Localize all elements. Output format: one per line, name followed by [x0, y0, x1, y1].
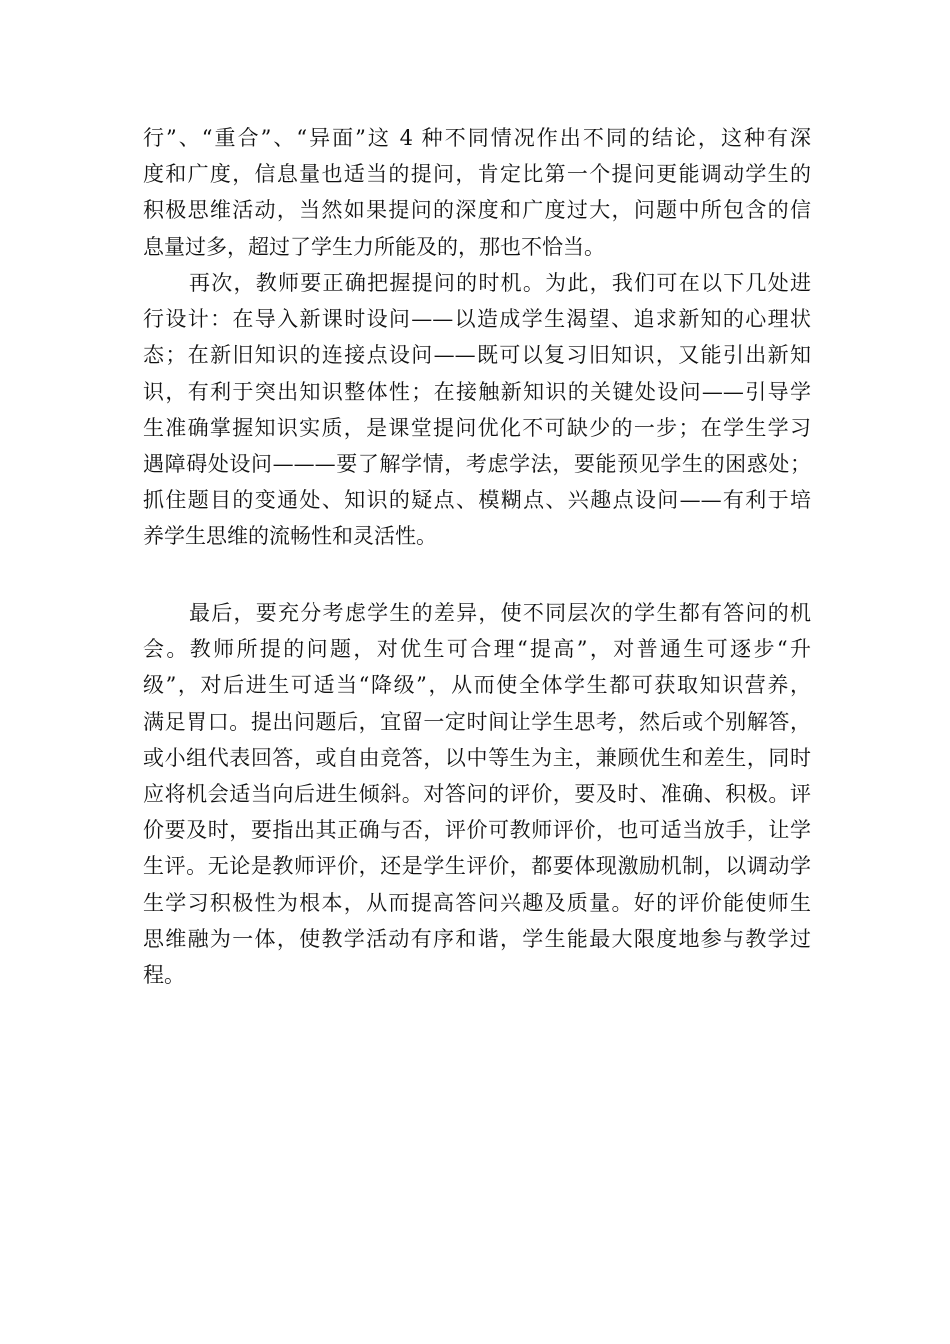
paragraph-line: 养学生思维的流畅性和灵活性。	[143, 524, 437, 549]
paragraph-line: 抓住题目的变通处、知识的疑点、模糊点、兴趣点设问——有利于培	[143, 488, 811, 513]
paragraph-line: 生评。无论是教师评价，还是学生评价，都要体现激励机制，以调动学	[143, 854, 811, 879]
paragraph-line: 或小组代表回答，或自由竞答，以中等生为主，兼顾优生和差生，同时	[143, 745, 811, 770]
paragraph-line: 遇障碍处设问———要了解学情，考虑学法，要能预见学生的困惑处；	[143, 451, 811, 476]
paragraph-line: 应将机会适当向后进生倾斜。对答问的评价，要及时、准确、积极。评	[143, 781, 811, 806]
paragraph-line: 积极思维活动，当然如果提问的深度和广度过大，问题中所包含的信	[143, 198, 811, 223]
paragraph-line: 识，有利于突出知识整体性；在接触新知识的关键处设问——引导学	[143, 379, 811, 404]
paragraph-line: 最后，要充分考虑学生的差异，使不同层次的学生都有答问的机	[189, 601, 811, 625]
paragraph-1	[143, 120, 811, 265]
paragraph-line: 生准确掌握知识实质，是课堂提问优化不可缺少的一步；在学生学习	[143, 415, 811, 440]
paragraph-line: 度和广度，信息量也适当的提问，肯定比第一个提问更能调动学生的	[143, 162, 811, 187]
paragraph-2	[143, 265, 811, 555]
paragraph-line: 行设计：在导入新课时设问——以造成学生渴望、追求新知的心理状	[143, 307, 811, 332]
paragraph-line: 行”、“重合”、“异面”这 4 种不同情况作出不同的结论，这种有深	[143, 126, 811, 150]
paragraph-line: 会。教师所提的问题，对优生可合理“提高”，对普通生可逐步“升	[143, 637, 811, 662]
paragraph-line: 满足胃口。提出问题后，宜留一定时间让学生思考，然后或个别解答，	[143, 709, 811, 734]
paragraph-line: 态；在新旧知识的连接点设问——既可以复习旧知识，又能引出新知	[143, 343, 811, 368]
paragraph-line: 价要及时，要指出其正确与否，评价可教师评价，也可适当放手，让学	[143, 818, 811, 843]
paragraph-line: 思维融为一体，使教学活动有序和谐，学生能最大限度地参与教学过	[143, 926, 811, 951]
paragraph-line: 级”，对后进生可适当“降级”，从而使全体学生都可获取知识营养，	[143, 673, 811, 698]
paragraph-line: 程。	[143, 962, 185, 987]
paragraph-line: 息量过多，超过了学生力所能及的，那也不恰当。	[143, 234, 605, 259]
paragraph-3	[143, 595, 811, 993]
paragraph-line: 再次，教师要正确把握提问的时机。为此，我们可在以下几处进	[189, 271, 811, 295]
paragraph-line: 生学习积极性为根本，从而提高答问兴趣及质量。好的评价能使师生	[143, 890, 811, 915]
